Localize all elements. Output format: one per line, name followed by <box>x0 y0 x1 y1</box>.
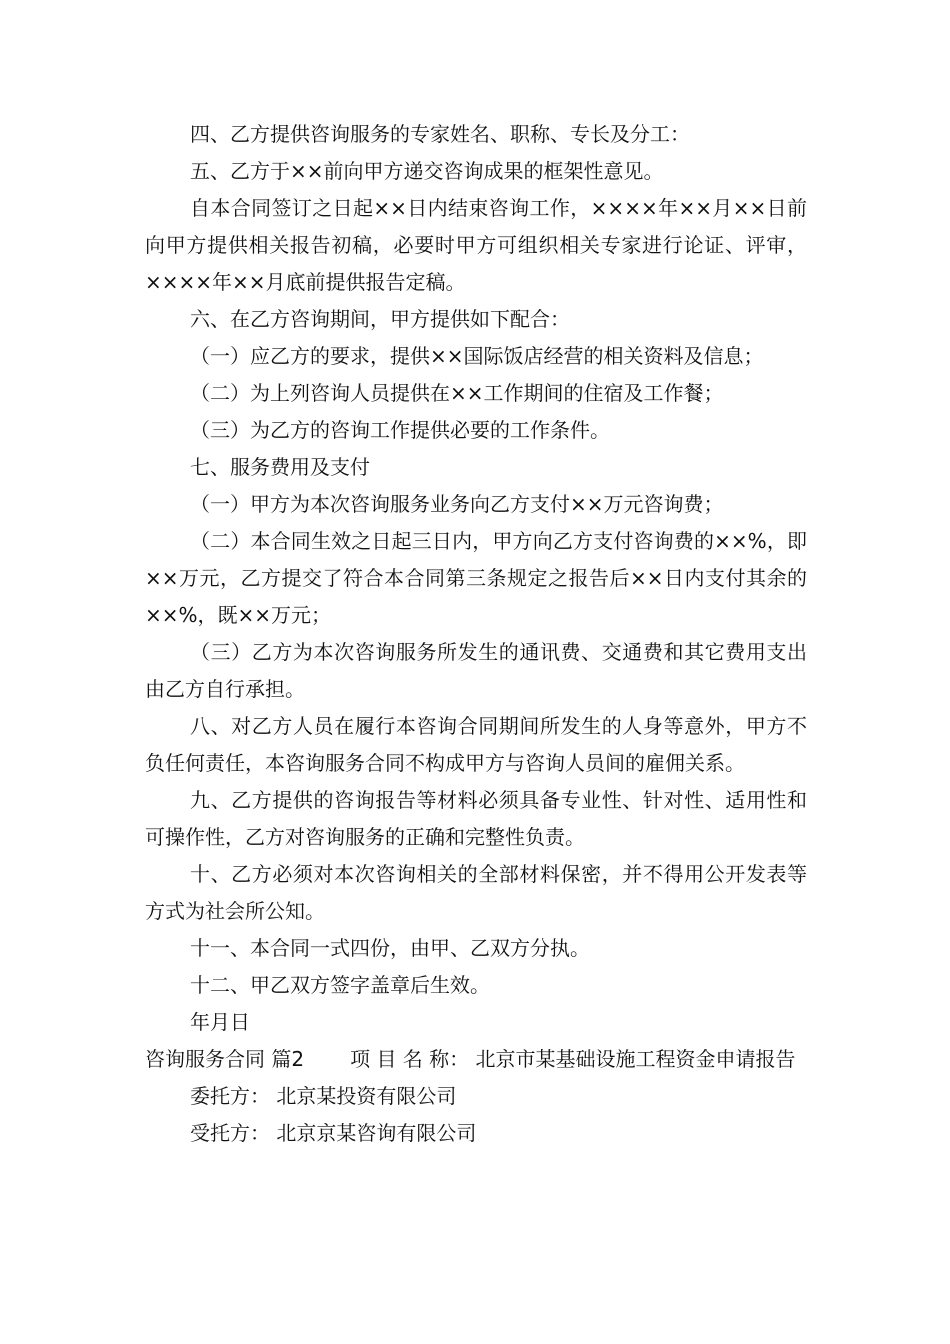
clause-9: 九、乙方提供的咨询报告等材料必须具备专业性、针对性、适用性和可操作性，乙方对咨询服务的正确和完整性负责。 <box>145 788 807 849</box>
clause-6-item-2: （二）为上列咨询人员提供在××工作期间的住宿及工作餐； <box>190 381 724 405</box>
clause-7: 七、服务费用及支付 <box>190 455 370 479</box>
clause-6-item-3: （三）为乙方的咨询工作提供必要的工作条件。 <box>190 418 610 442</box>
document-body <box>145 116 807 1152</box>
clause-7-item-2: （二）本合同生效之日起三日内，甲方向乙方支付咨询费的××%，即××万元，乙方提交了符合本合同第三条规定之报告后××日内支付其余的××%，既××万元； <box>145 529 807 627</box>
clause-6-item-1: （一）应乙方的要求，提供××国际饭店经营的相关资料及信息； <box>190 344 764 368</box>
clause-10: 十、乙方必须对本次咨询相关的全部材料保密，并不得用公开发表等方式为社会所公知。 <box>145 862 807 923</box>
client-line: 委托方： 北京某投资有限公司 <box>190 1084 457 1108</box>
clause-5-detail: 自本合同签订之日起××日内结束咨询工作，××××年××月××日前向甲方提供相关报告初稿，必要时甲方可组织相关专家进行论证、评审，××××年××月底前提供报告定稿。 <box>145 196 807 294</box>
section-2-header <box>145 1041 807 1078</box>
clause-7-item-1: （一）甲方为本次咨询服务业务向乙方支付××万元咨询费； <box>190 492 724 516</box>
clause-5: 五、乙方于××前向甲方递交咨询成果的框架性意见。 <box>190 159 664 183</box>
clause-11: 十一、本合同一式四份，由甲、乙双方分执。 <box>190 936 590 960</box>
clause-7-item-3: （三）乙方为本次咨询服务所发生的通讯费、交通费和其它费用支出由乙方自行承担。 <box>145 640 807 701</box>
contractor-line: 受托方： 北京京某咨询有限公司 <box>190 1121 477 1145</box>
project-name-line: 项 目 名 称： 北京市某基础设施工程资金申请报告 <box>350 1047 796 1071</box>
clause-8: 八、对乙方人员在履行本咨询合同期间所发生的人身等意外，甲方不负任何责任，本咨询服务合同不构成甲方与咨询人员间的雇佣关系。 <box>145 714 807 775</box>
date-line: 年月日 <box>190 1010 250 1034</box>
section-2-heading: 咨询服务合同 篇2 <box>145 1047 305 1071</box>
clause-6: 六、在乙方咨询期间，甲方提供如下配合： <box>190 307 570 331</box>
clause-12: 十二、甲乙双方签字盖章后生效。 <box>190 973 490 997</box>
clause-4: 四、乙方提供咨询服务的专家姓名、职称、专长及分工： <box>190 122 690 146</box>
